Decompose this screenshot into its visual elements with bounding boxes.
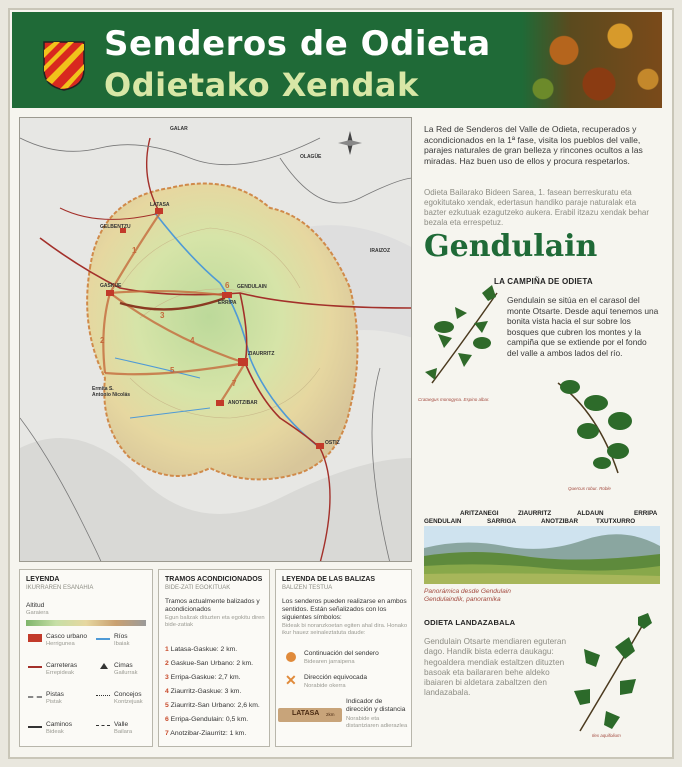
map-label-town: OSTIZ <box>325 440 340 446</box>
trail-continuation-icon <box>286 652 296 662</box>
town-marker <box>316 443 324 449</box>
holly-leaf-icon <box>560 611 660 739</box>
panorama-label: ANOTZIBAR <box>541 518 579 525</box>
map-label-town: ZIAURRITZ <box>248 351 275 357</box>
trail-sections-title: TRAMOS ACONDICIONADOS <box>165 576 263 583</box>
waymark-legend-title: LEYENDA DE LAS BALIZAS <box>282 576 376 583</box>
panorama-photo <box>424 526 660 584</box>
trail-section-item: 5 Ziaurritz-San Urbano: 2,6 km. <box>165 702 260 709</box>
road-symbol <box>28 666 42 668</box>
legend-title: LEYENDA <box>26 576 60 583</box>
route-number: 2 <box>100 336 105 345</box>
leaf-caption: Ilex aquifolium <box>592 733 621 738</box>
panorama-label: ALDAUN <box>577 510 604 517</box>
route-number: 1 <box>132 246 137 255</box>
panorama-label: GENDULAIN <box>424 518 462 525</box>
map-label-town: GASKUE <box>100 283 122 289</box>
map-label-town: ANOTZIBAR <box>228 400 258 406</box>
place-title: Gendulain <box>424 229 598 264</box>
page-title: Senderos de Odieta <box>104 24 491 64</box>
legend-subtitle: IKURRAREN ESANAHIA <box>26 585 94 591</box>
section-title: LA CAMPIÑA DE ODIETA <box>494 277 593 286</box>
trail-section-item: 2 Gaskue-San Urbano: 2 km. <box>165 660 254 667</box>
town-marker <box>216 400 224 406</box>
map-label: Ermita S. Antonio Nicolás <box>92 386 131 398</box>
oak-leaf-icon <box>548 373 644 483</box>
panorama-label: ERRIPA <box>634 510 658 517</box>
trail-section-item: 6 Erripa-Gendulain: 0,5 km. <box>165 716 249 723</box>
trail-section-item: 7 Anotzibar-Ziaurritz: 1 km. <box>165 730 247 737</box>
map-label: GALAR <box>170 126 188 132</box>
town-marker <box>106 290 114 296</box>
leaf-caption: Crataegus monogyna. Espino albar. <box>418 397 490 402</box>
leaf-caption: Quercus robur. Roble <box>568 486 611 491</box>
intro-text-es: La Red de Senderos del Valle de Odieta, recuperados y acondicionados en la 1ª fase, visita los pueblos del valle, parajes naturales de gran belleza y rincones ocultos a las miradas. Haz buen uso de ellos y procura respetarlos. <box>424 124 643 167</box>
trail-sections-box: TRAMOS ACONDICIONADOS BIDE-ZATI EGOKITUAK Tramos actualmente balizados y acondicionados Egun balizak dituzten eta egokitu diren bide-zatiak 1 Latasa-Gaskue: 2 km. 2 Gaskue-San Urbano: 2 km. 3 Erripa-Gaskue: 2,7 km. 4 Ziaurritz-Gaskue: 3 km. 5 Ziaurritz-San Urbano: 2,6 km. 6 Erripa-Gendulain: 0,5 km. 7 Anotzibar-Ziaurritz: 1 km. <box>158 569 270 747</box>
map-label-town: LATASA <box>150 202 170 208</box>
autumn-leaves-image <box>522 12 662 108</box>
route-number: 4 <box>190 336 195 345</box>
council-boundary-symbol <box>96 695 110 696</box>
direction-sign-icon: LATASA 2km <box>278 708 342 722</box>
urban-symbol <box>28 634 42 642</box>
page-subtitle: Odietako Xendak <box>104 66 419 104</box>
map-label-town: ERRIPA <box>218 300 237 306</box>
map-label-town: GELBENTZU <box>100 224 131 230</box>
intro-text-eu: Odieta Bailarako Bideen Sarea, 1. fasean berreskuratu eta egokitutako xendak, edertasun handiko paraje naturalak eta bazter ezkutuak ezagutzeko aukera. Erabil itzazu xendak behar bezala eta errespetuz. <box>424 188 650 227</box>
panorama-caption: Panorámica desde Gendulain Gendulaindik, panoramika <box>424 588 511 604</box>
map-label: IRAIZOZ <box>370 248 390 254</box>
trail-section-item: 1 Latasa-Gaskue: 2 km. <box>165 646 238 653</box>
trail-map <box>19 117 412 562</box>
trail-section-item: 3 Erripa-Gaskue: 2,7 km. <box>165 674 241 681</box>
panorama-label: SARRIGA <box>487 518 517 525</box>
section-body-eu: Gendulain Otsarte mendiaren eguteran dago. Handik bista ederra daukagu: hegoaldera mendiak estaltzen dituzten basoak eta bailararen behe aldeko ibaiaren bi aldetara zabaltzen den landazabala. <box>424 637 567 698</box>
coat-of-arms-icon <box>42 40 86 92</box>
route-number: 3 <box>160 311 165 320</box>
trail-sections-subtitle: BIDE-ZATI EGOKITUAK <box>165 585 231 591</box>
trail-section-item: 4 Ziaurritz-Gaskue: 3 km. <box>165 688 242 695</box>
route-number: 5 <box>170 366 175 375</box>
section-body: Gendulain se sitúa en el carasol del monte Otsarte. Desde aquí tenemos una bonita vista hacia el sur sobre los bosques que cubren los montes y la campiña que se extiende por el fondo del valle a ambos lados del río. <box>507 295 659 358</box>
hawthorn-leaf-icon <box>422 283 506 393</box>
map-label: OLAGÜE <box>300 154 322 160</box>
valley-boundary-symbol <box>96 725 110 726</box>
altitude-scale <box>26 620 146 626</box>
wrong-direction-icon: ✕ <box>285 672 297 688</box>
river-symbol <box>96 638 110 640</box>
track-symbol <box>28 696 42 698</box>
route-number: 6 <box>225 281 230 290</box>
panorama-label: ARITZANEGI <box>460 510 499 517</box>
town-marker <box>238 358 248 366</box>
route-number: 7 <box>232 379 237 388</box>
section-title-eu: ODIETA LANDAZABALA <box>424 618 516 627</box>
town-marker <box>155 208 163 214</box>
path-symbol <box>28 726 42 728</box>
waymark-legend-subtitle: BALIZEN TESTUA <box>282 585 333 591</box>
panorama-label: TXUTXURRO <box>596 518 636 525</box>
waymark-legend-box: LEYENDA DE LAS BALIZAS BALIZEN TESTUA Los senderos pueden realizarse en ambos sentidos. Están señalizados con los siguientes símbolos: Bideak bi noranzkoetan egiten ahal dira. Honako ikur hauez seinaleztatuta daude: Continuación del sendero Bidearen jarraipena ✕ Dirección equivocada Norabide okerra LATASA 2km Indicador de dirección y distancia Norabide eta distantziaren adierazlea <box>275 569 412 747</box>
panorama-label: ZIAURRITZ <box>518 510 552 517</box>
map-legend: LEYENDA IKURRAREN ESANAHIA Altitud Garaiera Casco urbano Herrigunea Ríos Ibaiak Carreteras Errepideak Cimas Gailurrak Pistas Pistak Concejos Kontzejuak Caminos Bideak Valle Bailara <box>19 569 153 747</box>
map-label-town: GENDULAIN <box>237 284 267 290</box>
trail-map-graphic <box>20 118 412 562</box>
summit-icon <box>100 663 108 669</box>
town-marker <box>222 292 232 298</box>
header-band <box>12 12 662 108</box>
